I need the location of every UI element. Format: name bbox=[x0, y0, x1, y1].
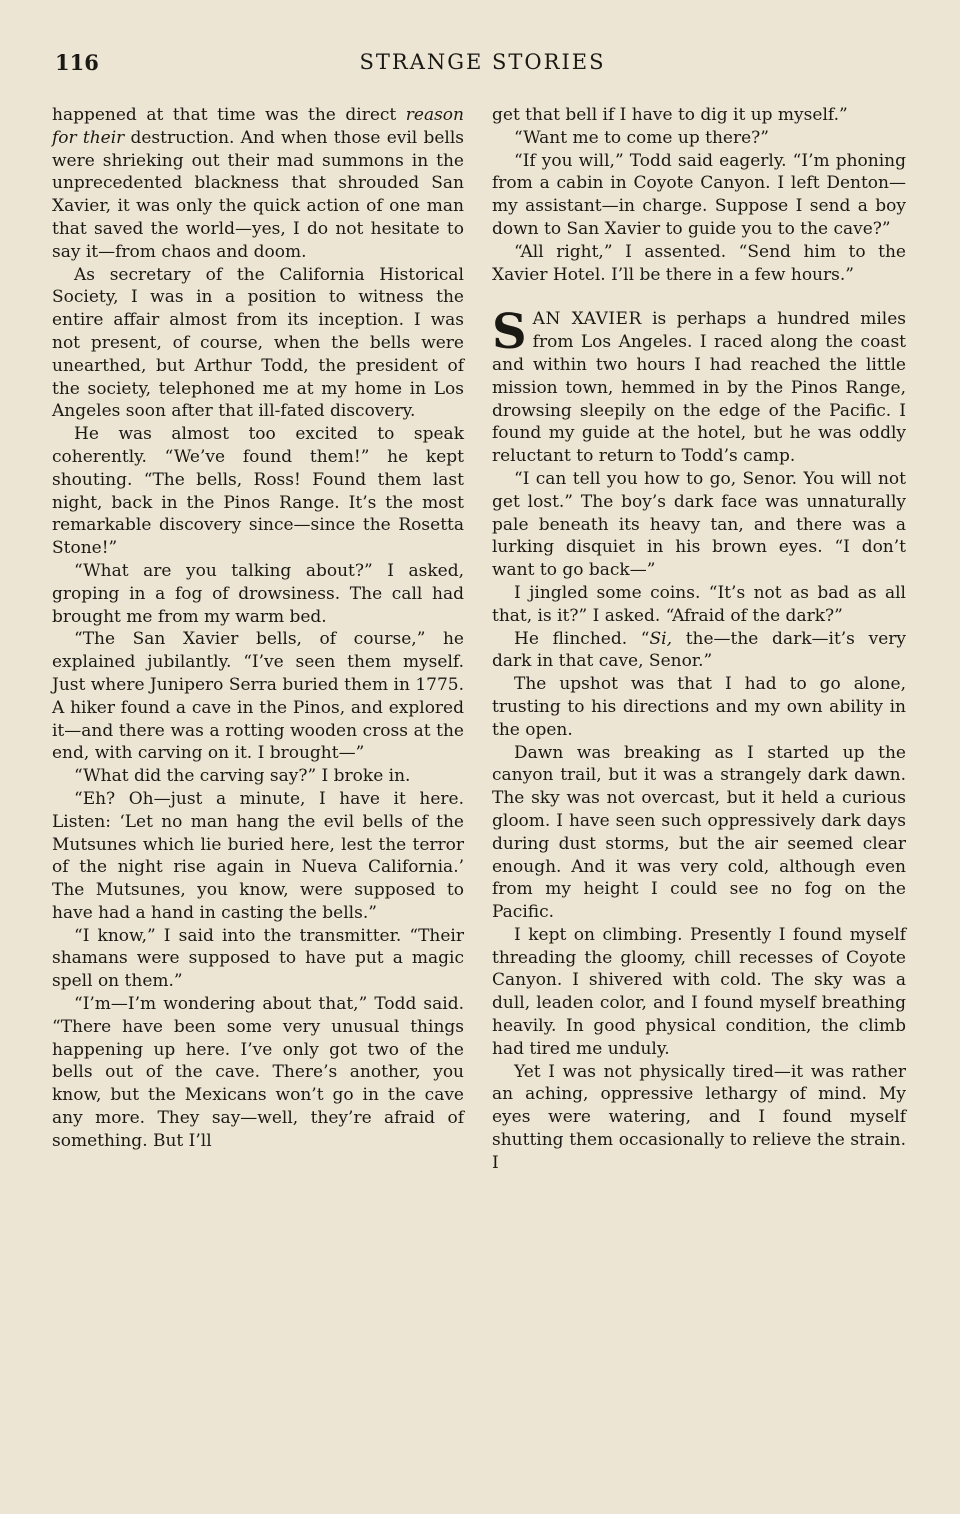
paragraph-text: “All right,” I assented. “Send him to the Xavier Hotel. I’ll be there in a few hours.” bbox=[492, 241, 906, 285]
paragraph bbox=[52, 628, 464, 765]
paragraph-text: “I know,” I said into the transmitter. “Their shamans were supposed to have put a magic spell on them.” bbox=[52, 925, 464, 992]
paragraph-text: Yet I was not physically tired—it was rather an aching, oppressive lethargy of mind. My eyes were watering, and I found myself shutting them occasionally to relieve the strain. I bbox=[492, 1061, 906, 1173]
paragraph bbox=[52, 993, 464, 1153]
paragraph bbox=[52, 423, 464, 560]
paragraph bbox=[492, 673, 906, 741]
paragraph-text: “What are you talking about?” I asked, groping in a fog of drowsiness. The call had brought me from my warm bed. bbox=[52, 560, 464, 627]
left-column bbox=[52, 104, 464, 1153]
paragraph-text: I kept on climbing. Presently I found myself threading the gloomy, chill recesses of Coyote Canyon. I shivered with cold. The sky was a dull, leaden color, and I found myself breathing heavily. In good physical condition, the climb had tired me unduly. bbox=[492, 924, 906, 1059]
paragraph bbox=[492, 241, 906, 287]
paragraph-text: He flinched. “ bbox=[514, 628, 650, 649]
paragraph bbox=[52, 104, 464, 264]
paragraph-text: destruction. And when those evil bells were shrieking out their mad summons in the unprecedented blackness that shrouded San Xavier, it was only the quick action of one man that saved the world—yes, I do not hesitate to say it—from chaos and doom. bbox=[52, 127, 464, 262]
paragraph bbox=[492, 924, 906, 1061]
paragraph bbox=[52, 925, 464, 993]
paragraph-text: “Eh? Oh—just a minute, I have it here. Listen: ‘Let no man hang the evil bells of the Mutsunes which lie buried here, lest the terror of the night rise again in Nueva California.’ The Mutsunes, you know, were supposed to have had a hand in casting the bells.” bbox=[52, 788, 464, 923]
paragraph-text: happened at that time was the direct bbox=[52, 105, 406, 125]
paragraph-text: “I’m—I’m wondering about that,” Todd said. “There have been some very unusual things happening up here. I’ve only got two of the bells out of the cave. There’s another, you know, but the Mexicans won’t go in the cave any more. They say—well, they’re afraid of something. But I’ll bbox=[52, 994, 464, 1151]
section-opening-paragraph bbox=[492, 304, 907, 468]
paragraph-text: “I can tell you how to go, Senor. You will not get lost.” The boy’s dark face was unnaturally pale beneath its heavy tan, and there was a lurking disquiet in his brown eyes. “I don’t want to go back—” bbox=[492, 468, 906, 581]
emphasis-text: Si, bbox=[649, 628, 672, 649]
paragraph-text: get that bell if I have to dig it up myself.” bbox=[492, 105, 848, 125]
emphasis-text: reason for their bbox=[52, 105, 464, 148]
paragraph bbox=[52, 264, 464, 424]
paragraph bbox=[492, 104, 906, 127]
paragraph bbox=[52, 788, 464, 925]
paragraph bbox=[492, 742, 906, 924]
paragraph bbox=[492, 1061, 906, 1175]
paragraph-text: “The San Xavier bells, of course,” he explained jubilantly. “I’ve seen them myself. Just where Junipero Serra buried them in 1775. A hiker found a cave in the Pinos, and explored it—and there was a rotting wooden cross at the end, with carving on it. I brought—” bbox=[52, 629, 464, 764]
paragraph bbox=[492, 468, 906, 582]
paragraph-text: The upshot was that I had to go alone, trusting to his directions and my own ability in the open. bbox=[492, 674, 906, 740]
paragraph-text: “If you will,” Todd said eagerly. “I’m phoning from a cabin in Coyote Canyon. I left Denton—my assistant—in charge. Suppose I send a boy down to San Xavier to guide you to the cave?” bbox=[492, 150, 906, 239]
paragraph-text: “What did the carving say?” I broke in. bbox=[74, 766, 411, 787]
paragraph-text: “Want me to come up there?” bbox=[514, 127, 769, 148]
page-number: 116 bbox=[55, 50, 99, 75]
paragraph bbox=[492, 127, 906, 150]
drop-cap: S bbox=[492, 304, 527, 361]
paragraph bbox=[492, 582, 906, 628]
paragraph-text: the—the dark—it’s very dark in that cave, Senor.” bbox=[492, 628, 906, 672]
paragraph bbox=[492, 628, 906, 674]
paragraph-text: He was almost too excited to speak coherently. “We’ve found them!” he kept shouting. “The bells, Ross! Found them last night, back in the Pinos Range. It’s the most remarkable discovery since—since the Rosetta Stone!” bbox=[52, 424, 464, 559]
paragraph bbox=[492, 150, 906, 241]
paragraph-text: I jingled some coins. “It’s not as bad as all that, is it?” I asked. “Afraid of the dark?” bbox=[492, 582, 906, 626]
lead-in-caps: AN XAVIER bbox=[532, 309, 642, 330]
paragraph bbox=[52, 765, 464, 788]
page-header bbox=[55, 50, 910, 84]
running-title: STRANGE STORIES bbox=[359, 50, 606, 74]
paragraph-text: As secretary of the California Historical Society, I was in a position to witness the entire affair almost from its inception. I was not present, of course, when the bells were unearthed, but Arthur Todd, the president of the society, telephoned me at my home in Los Angeles soon after that ill-fated discovery. bbox=[52, 264, 464, 422]
paragraph-text: is perhaps a hundred miles from Los Angeles. I raced along the coast and within two hours I had reached the little mission town, hemmed in by the Pinos Range, drowsing sleepily on the edge of the Pacific. I found my guide at the hotel, but he was oddly reluctant to return to Todd’s camp. bbox=[492, 309, 907, 467]
paragraph bbox=[52, 560, 464, 628]
right-column bbox=[492, 104, 906, 1175]
paragraph-text: Dawn was breaking as I started up the canyon trail, but it was a strangely dark dawn. The sky was not overcast, but it held a curious gloom. I have seen such oppressively dark days during dust storms, but the air seemed clear enough. And it was very cold, although even from my height I could see no fog on the Pacific. bbox=[492, 742, 906, 923]
